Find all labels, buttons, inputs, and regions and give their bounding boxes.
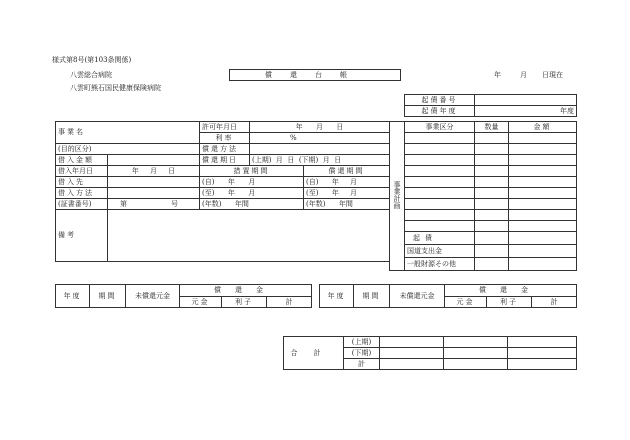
loan-method-label: 借入方法 (56, 188, 108, 199)
business-plan-table (389, 121, 577, 271)
subsidy-amount[interactable] (509, 245, 577, 258)
interest-label: 利率 (200, 133, 250, 144)
loan-method-value[interactable] (108, 188, 200, 199)
loan-amount-label: 借入金額 (56, 155, 108, 166)
plan-row[interactable] (405, 177, 475, 188)
interest-value[interactable]: % (250, 133, 390, 144)
total-header: 計 (532, 297, 577, 308)
loan-details-table (55, 121, 390, 262)
general-funds-label: 一般財源その他 (405, 258, 475, 271)
page-title: 償還台帳 (229, 69, 401, 81)
bond-number-label: 起債番号 (405, 95, 475, 106)
subsidy-label: 国道支出金 (405, 245, 475, 258)
summary-total-label: 計 (344, 359, 380, 370)
principal-header: 元金 (180, 297, 222, 308)
category-header: 事業区分 (405, 122, 475, 133)
loan-date-label: 借入年月日 (56, 166, 108, 177)
repay-dates-value[interactable]: (上期) 月 日 (下期) 月 日 (250, 155, 390, 166)
business-plan-side-label: 事 業 計 画 (390, 122, 405, 271)
date-month: 月 (520, 71, 527, 79)
repayment-header: 償還金 (445, 285, 577, 297)
summary-table (283, 336, 577, 370)
repayment-table-left (55, 284, 312, 308)
interest-header: 利子 (487, 297, 532, 308)
repay-to[interactable]: (至) 年 月 (304, 188, 390, 199)
period-header: 期間 (354, 285, 390, 308)
hospital-name-1: 八雲総合病院 (70, 71, 112, 79)
total-header: 計 (267, 297, 312, 308)
plan-row[interactable] (405, 133, 475, 144)
remarks-label: 備考 (56, 210, 108, 262)
loan-amount-value[interactable] (108, 155, 200, 166)
grace-years[interactable]: (年数) 年間 (200, 199, 304, 210)
repay-dates-label: 償還期日 (200, 155, 250, 166)
bond-source-amount[interactable] (509, 232, 577, 245)
fiscal-year-header: 年度 (320, 285, 354, 308)
quantity-header: 数量 (475, 122, 509, 133)
permit-date-value[interactable]: 年 月 日 (250, 122, 390, 133)
repay-method-label: 償還方法 (200, 144, 250, 155)
project-name-label: 事業名 (56, 122, 200, 144)
general-funds-amount[interactable] (509, 258, 577, 271)
purpose-label: (目的区分) (56, 144, 200, 155)
plan-row[interactable] (405, 166, 475, 177)
cert-no-label: (証書番号) (56, 199, 108, 210)
fiscal-year-header: 年度 (56, 285, 90, 308)
loan-date-value[interactable]: 年 月 日 (108, 166, 200, 177)
plan-row[interactable] (405, 199, 475, 210)
lender-value[interactable] (108, 177, 200, 188)
bond-info-table (404, 94, 577, 117)
plan-row[interactable] (405, 155, 475, 166)
repayment-header: 償還金 (180, 285, 312, 297)
interest-header: 利子 (222, 297, 267, 308)
permit-date-label: 許可年月日 (200, 122, 250, 133)
grace-from[interactable]: (自) 年 月 (200, 177, 304, 188)
cert-no-value[interactable]: 第 号 (108, 199, 200, 210)
hospital-name-2: 八雲町熊石国民健康保険病院 (70, 84, 161, 92)
form-number: 様式第8号(第103条関係) (52, 56, 132, 64)
bond-year-value: 年度 (475, 106, 577, 117)
summary-lower-label: (下期) (344, 348, 380, 359)
unpaid-principal-header: 未償還元金 (126, 285, 180, 308)
bond-year-label: 起債年度 (405, 106, 475, 117)
repay-method-value[interactable] (250, 144, 390, 155)
repay-period-label: 償還期間 (304, 166, 390, 177)
summary-label: 合計 (284, 337, 344, 370)
period-header: 期間 (90, 285, 126, 308)
bond-source-label: 起債 (405, 232, 475, 245)
unpaid-principal-header: 未償還元金 (390, 285, 445, 308)
repayment-table-right (319, 284, 577, 308)
plan-row[interactable] (405, 144, 475, 155)
date-suffix: 日現在 (542, 71, 563, 79)
lender-label: 借入先 (56, 177, 108, 188)
summary-upper-label: (上期) (344, 337, 380, 348)
amount-header: 金額 (509, 122, 577, 133)
plan-row[interactable] (405, 210, 475, 221)
bond-number-value[interactable] (475, 95, 577, 106)
plan-row[interactable] (405, 221, 475, 232)
grace-period-label: 措置期間 (200, 166, 304, 177)
principal-header: 元金 (445, 297, 487, 308)
date-year: 年 (494, 71, 501, 79)
repay-years[interactable]: (年数) 年間 (304, 199, 390, 210)
plan-row[interactable] (405, 188, 475, 199)
grace-to[interactable]: (至) 年 月 (200, 188, 304, 199)
remarks-value[interactable] (108, 210, 390, 262)
repay-from[interactable]: (自) 年 月 (304, 177, 390, 188)
